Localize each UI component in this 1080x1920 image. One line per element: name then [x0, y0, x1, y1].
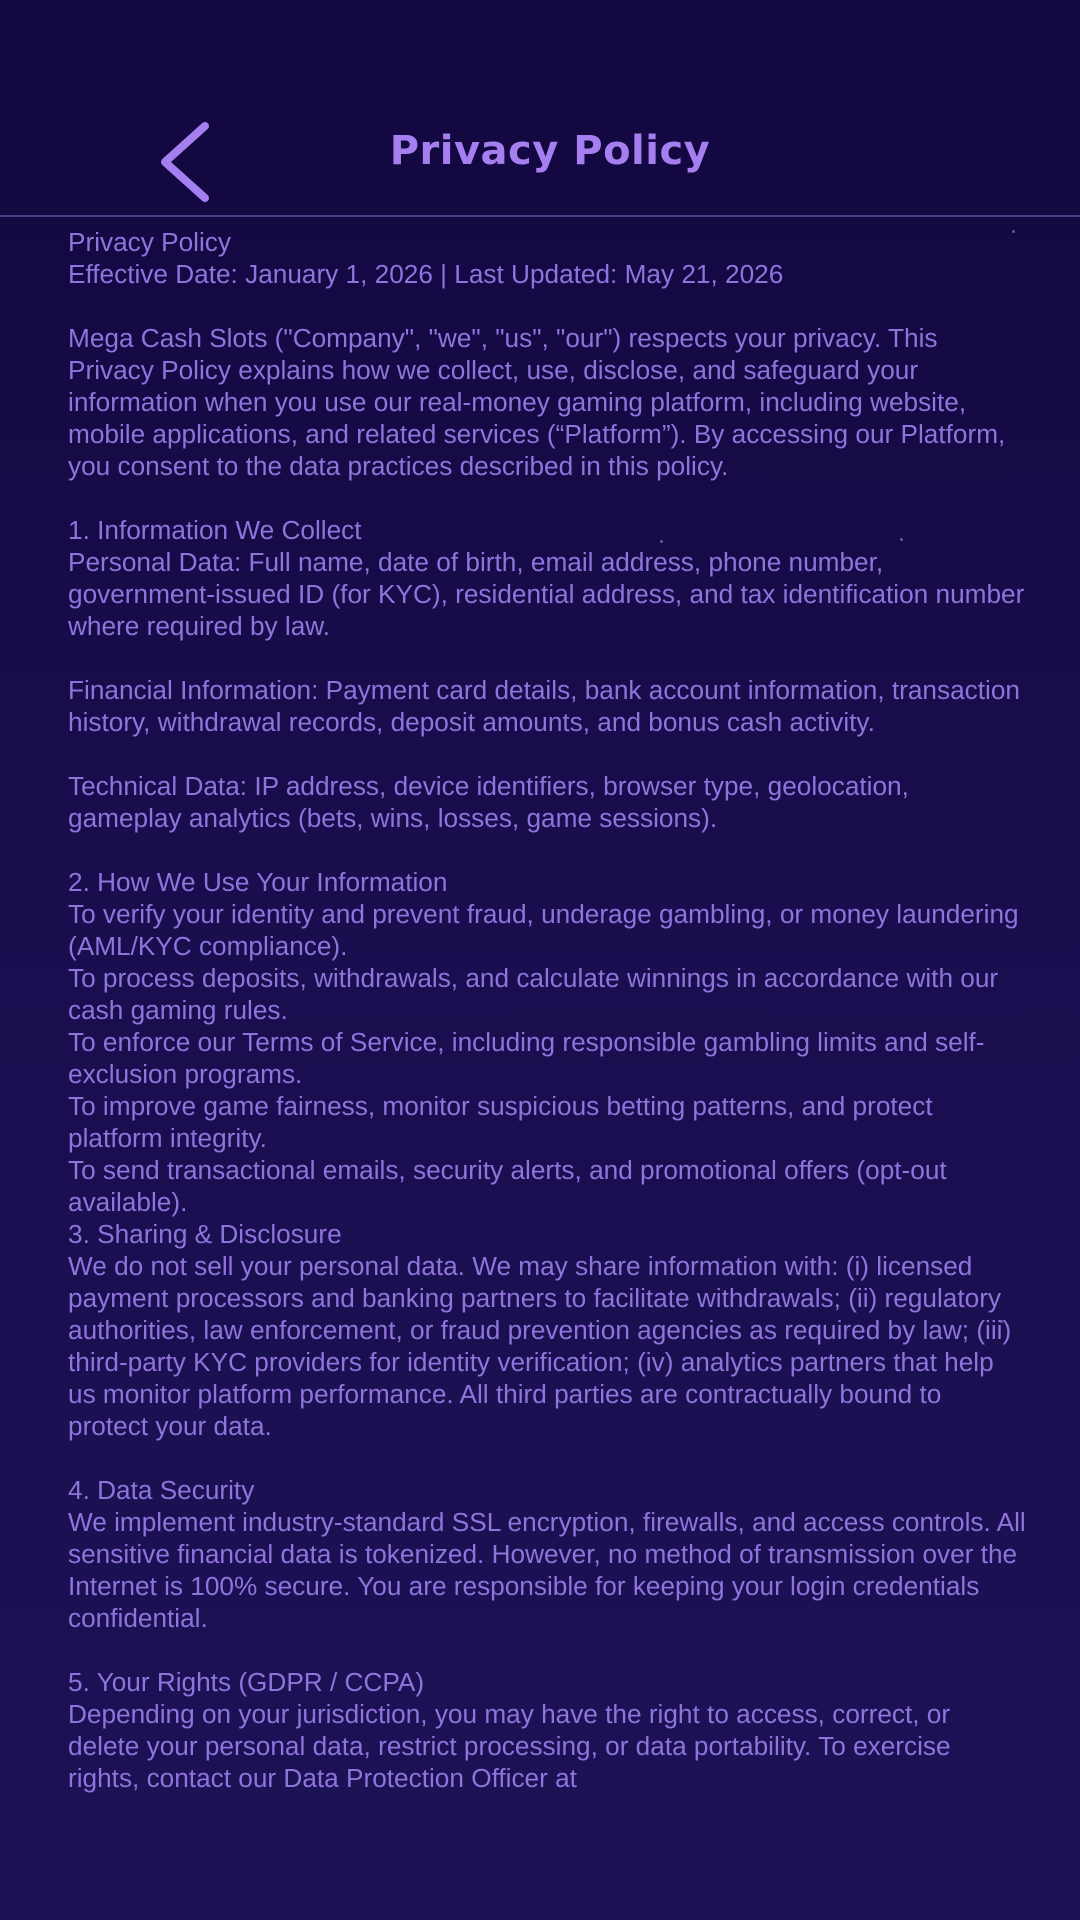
policy-dates: Effective Date: January 1, 2026 | Last Updated: May 21, 2026 [68, 259, 784, 289]
paragraph-gap [68, 834, 1028, 866]
paragraph-gap [68, 290, 1028, 322]
policy-intro: Mega Cash Slots ("Company", "we", "us", "our") respects your privacy. This Privacy Policy explains how we collect, use, disclose, and safeguard your information when you use our real-money gaming platform, including website, mobile applications, and related services (“Platform”). By accessing our Platform, you consent to the data practices described in this policy. [68, 323, 1013, 481]
paragraph-gap [68, 1634, 1028, 1666]
paragraph-gap [68, 642, 1028, 674]
section-paragraph: Personal Data: Full name, date of birth, email address, phone number, government-issued ID (for KYC), residential address, and tax identification number where required by law. [68, 547, 1032, 641]
section-title: 4. Data Security [68, 1475, 255, 1505]
section-paragraph: To process deposits, withdrawals, and calculate winnings in accordance with our cash gaming rules. [68, 963, 1006, 1025]
paragraph-gap [68, 1442, 1028, 1474]
paragraph-gap [68, 482, 1028, 514]
app-header [0, 0, 1080, 217]
policy-content [68, 226, 1034, 1794]
section-paragraph: To enforce our Terms of Service, including responsible gambling limits and self-exclusion programs. [68, 1027, 985, 1089]
section-paragraph: Financial Information: Payment card details, bank account information, transaction history, withdrawal records, deposit amounts, and bonus cash activity. [68, 675, 1028, 737]
section-paragraph: We implement industry-standard SSL encryption, firewalls, and access controls. All sensitive financial data is tokenized. However, no method of transmission over the Internet is 100% secure. You are responsible for keeping your login credentials confidential. [68, 1507, 1034, 1633]
section-title: 1. Information We Collect [68, 515, 362, 545]
section-paragraph: To verify your identity and prevent fraud, underage gambling, or money laundering (AML/KYC compliance). [68, 899, 1026, 961]
section-title: 2. How We Use Your Information [68, 867, 448, 897]
section-paragraph: To improve game fairness, monitor suspicious betting patterns, and protect platform integrity. [68, 1091, 940, 1153]
paragraph-gap [68, 738, 1028, 770]
section-paragraph: We do not sell your personal data. We may share information with: (i) licensed payment processors and banking partners to facilitate withdrawals; (ii) regulatory authorities, law enforcement, or fraud prevention agencies as required by law; (iii) third-party KYC providers for identity verification; (iv) analytics partners that help us monitor platform performance. All third parties are contractually bound to protect your data. [68, 1251, 1019, 1441]
section-paragraph: Technical Data: IP address, device identifiers, browser type, geolocation, gameplay analytics (bets, wins, losses, game sessions). [68, 771, 917, 833]
section-paragraph: Depending on your jurisdiction, you may have the right to access, correct, or delete your personal data, restrict processing, or data portability. To exercise rights, contact our Data Protection Officer at [68, 1699, 958, 1793]
policy-heading: Privacy Policy [68, 227, 231, 257]
section-title: 3. Sharing & Disclosure [68, 1219, 342, 1249]
page-title: Privacy Policy [389, 128, 711, 174]
section-title: 5. Your Rights (GDPR / CCPA) [68, 1667, 425, 1697]
section-paragraph: To send transactional emails, security alerts, and promotional offers (opt-out available). [68, 1155, 954, 1217]
